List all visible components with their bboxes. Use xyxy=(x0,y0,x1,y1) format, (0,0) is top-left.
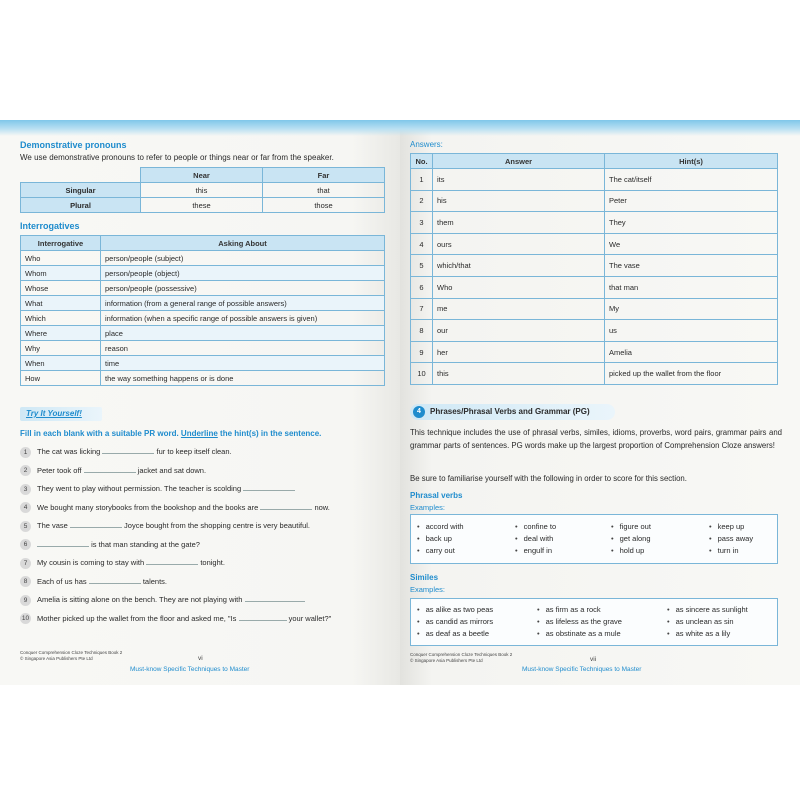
list-item xyxy=(20,536,390,555)
cell-word: When xyxy=(21,356,101,371)
table-row xyxy=(21,326,385,341)
cell-no: 9 xyxy=(411,341,433,363)
list-item: • as obstinate as a mule xyxy=(537,629,621,638)
footer-book-title: Conquer Comprehension Cloze Techniques Book 2 xyxy=(20,650,123,655)
list-item: • as unclean as sin xyxy=(667,617,734,626)
question-text-a: We bought many storybooks from the bookshop and the books are xyxy=(37,502,259,512)
col-far: Far xyxy=(263,168,385,183)
footer-section: Must-know Specific Techniques to Master xyxy=(130,666,250,673)
cell-word: Where xyxy=(21,326,101,341)
cell-answer: this xyxy=(433,363,605,385)
cell-word: How xyxy=(21,371,101,386)
cell-hint: They xyxy=(605,212,778,234)
list-item xyxy=(20,517,390,536)
cell-hint: The cat/itself xyxy=(605,169,778,191)
question-text-a: Amelia is sitting alone on the bench. They are not playing with xyxy=(37,595,243,604)
question-number: 7 xyxy=(20,558,31,569)
left-page xyxy=(0,120,400,685)
similes-examples-label: Examples: xyxy=(410,585,446,594)
try-title: Try It Yourself! xyxy=(26,409,82,418)
list-item: • back up xyxy=(417,534,452,543)
question-number: 1 xyxy=(20,447,31,458)
col-interrogative: Interrogative xyxy=(21,236,101,251)
question-number: 6 xyxy=(20,539,31,550)
table-row xyxy=(21,371,385,386)
try-title-banner xyxy=(20,407,102,421)
cell-about: reason xyxy=(101,341,385,356)
list-item xyxy=(20,462,390,481)
list-item: • accord with xyxy=(417,522,464,531)
question-text-a: Peter took off xyxy=(37,465,82,475)
cell-answer: our xyxy=(433,320,605,342)
cell-answer: its xyxy=(433,169,605,191)
cell-hint: that man xyxy=(605,276,778,298)
list-item: • as white as a lily xyxy=(667,629,730,638)
answer-blank[interactable] xyxy=(70,520,122,528)
phrasal-box xyxy=(410,514,778,564)
cell-no: 2 xyxy=(411,190,433,212)
pg-number: 4 xyxy=(413,406,425,418)
cell-near: these xyxy=(141,198,263,213)
question-number: 5 xyxy=(20,521,31,532)
demonstrative-table xyxy=(20,167,385,213)
table-row xyxy=(411,276,778,298)
instr-part-b: the hint(s) in the sentence. xyxy=(217,429,322,438)
right-page xyxy=(400,120,800,685)
answer-blank[interactable] xyxy=(243,483,295,491)
answer-blank[interactable] xyxy=(84,465,136,473)
answer-blank[interactable] xyxy=(245,594,305,602)
question-text-b: your wallet?" xyxy=(288,613,332,623)
col-answer: Answer xyxy=(433,154,605,169)
question-text-a: The vase xyxy=(37,521,68,530)
question-number: 4 xyxy=(20,502,31,513)
table-row xyxy=(411,363,778,385)
question-text-a: Mother picked up the wallet from the floor and asked me, "Is xyxy=(37,613,237,623)
cell-answer: Who xyxy=(433,276,605,298)
try-instructions xyxy=(20,429,321,438)
cell-hint: We xyxy=(605,233,778,255)
table-row xyxy=(411,190,778,212)
table-row xyxy=(411,169,778,191)
list-item: • deal with xyxy=(515,534,553,543)
similes-box xyxy=(410,598,778,646)
cell-word: Who xyxy=(21,251,101,266)
list-item: • as deaf as a beetle xyxy=(417,629,489,638)
cell-hint: Peter xyxy=(605,190,778,212)
cell-hint: The vase xyxy=(605,255,778,277)
table-row xyxy=(21,266,385,281)
cell-word: What xyxy=(21,296,101,311)
cell-about: information (when a specific range of possible answers is given) xyxy=(101,311,385,326)
table-row xyxy=(21,183,385,198)
list-item: • pass away xyxy=(709,534,753,543)
list-item: • as lifeless as the grave xyxy=(537,617,622,626)
row-label: Plural xyxy=(21,198,141,213)
footer-book-info xyxy=(20,650,122,662)
cell-word: Which xyxy=(21,311,101,326)
pg-banner xyxy=(410,404,615,420)
phrasal-examples-label: Examples: xyxy=(410,503,446,512)
cell-word: Why xyxy=(21,341,101,356)
list-item xyxy=(20,610,390,629)
table-row xyxy=(411,341,778,363)
question-number: 2 xyxy=(20,465,31,476)
list-item xyxy=(20,443,390,462)
answer-blank[interactable] xyxy=(146,557,198,565)
list-item xyxy=(20,573,390,592)
blank-header-cell xyxy=(21,168,141,183)
question-text-b: is that man standing at the gate? xyxy=(91,539,200,549)
answer-blank[interactable] xyxy=(260,502,312,510)
instr-part-a: Fill in each blank with a suitable PR word. xyxy=(20,429,181,438)
question-number: 10 xyxy=(21,615,30,623)
cell-answer: ours xyxy=(433,233,605,255)
col-no: No. xyxy=(411,154,433,169)
table-row xyxy=(21,296,385,311)
question-text-a: Each of us has xyxy=(37,576,87,586)
question-text-a: My cousin is coming to stay with xyxy=(37,558,145,567)
footer-section: Must-know Specific Techniques to Master xyxy=(522,666,642,673)
table-row xyxy=(411,320,778,342)
answer-blank[interactable] xyxy=(239,613,287,621)
cell-answer: which/that xyxy=(433,255,605,277)
table-row xyxy=(21,281,385,296)
top-band xyxy=(0,120,400,136)
list-item: • hold up xyxy=(611,546,644,555)
page-number: vii xyxy=(590,656,597,663)
interrogatives-table xyxy=(20,235,385,386)
col-asking-about: Asking About xyxy=(101,236,385,251)
question-number: 3 xyxy=(20,484,31,495)
list-item: • figure out xyxy=(611,522,651,531)
answer-blank[interactable] xyxy=(37,539,89,547)
row-label: Singular xyxy=(21,183,141,198)
question-list xyxy=(20,443,390,628)
pg-note: Be sure to familiarise yourself with the following in order to score for this section. xyxy=(410,474,687,483)
list-item xyxy=(20,480,390,499)
answer-blank[interactable] xyxy=(102,446,154,454)
page-number: vi xyxy=(198,655,203,662)
demonstrative-intro: We use demonstrative pronouns to refer to people or things near or far from the speaker. xyxy=(20,153,334,162)
question-number: 9 xyxy=(20,595,31,606)
question-text-b: Joyce bought from the shopping centre is very beautiful. xyxy=(124,521,310,530)
question-text-a: The cat was licking xyxy=(37,447,101,456)
answers-title: Answers: xyxy=(410,140,443,149)
cell-about: person/people (possessive) xyxy=(101,281,385,296)
cell-answer: me xyxy=(433,298,605,320)
answer-blank[interactable] xyxy=(89,576,141,584)
footer-book-title: Conquer Comprehension Cloze Techniques Book 2 xyxy=(410,652,513,657)
cell-answer: his xyxy=(433,190,605,212)
instr-underline: Underline xyxy=(180,429,218,438)
cell-no: 10 xyxy=(411,363,433,385)
cell-no: 7 xyxy=(411,298,433,320)
cell-about: time xyxy=(101,356,385,371)
table-row xyxy=(411,233,778,255)
question-text-b: jacket and sat down. xyxy=(137,465,207,475)
col-near: Near xyxy=(141,168,263,183)
cell-far: those xyxy=(263,198,385,213)
cell-hint: us xyxy=(605,320,778,342)
cell-answer: them xyxy=(433,212,605,234)
similes-title: Similes xyxy=(410,573,439,582)
list-item: • carry out xyxy=(417,546,455,555)
table-row xyxy=(21,198,385,213)
table-row xyxy=(21,311,385,326)
cell-no: 5 xyxy=(411,255,433,277)
cell-no: 8 xyxy=(411,320,433,342)
cell-about: place xyxy=(101,326,385,341)
question-text-a: They went to play without permission. The teacher is scolding xyxy=(37,484,242,493)
cell-word: Whom xyxy=(21,266,101,281)
table-row xyxy=(21,356,385,371)
list-item: • as alike as two peas xyxy=(417,605,493,614)
cell-hint: picked up the wallet from the floor xyxy=(605,363,778,385)
answers-table xyxy=(410,153,778,385)
list-item: • keep up xyxy=(709,522,744,531)
cell-about: person/people (subject) xyxy=(101,251,385,266)
table-row xyxy=(411,298,778,320)
question-text-b: now. xyxy=(314,502,330,512)
cell-far: that xyxy=(263,183,385,198)
cell-hint: Amelia xyxy=(605,341,778,363)
list-item xyxy=(20,554,390,573)
interrogatives-title: Interrogatives xyxy=(20,221,80,231)
cell-no: 4 xyxy=(411,233,433,255)
demonstrative-title: Demonstrative pronouns xyxy=(20,140,127,150)
question-text-b: talents. xyxy=(142,576,167,586)
list-item xyxy=(20,499,390,518)
footer-publisher: © Singapore Asia Publishers Pte Ltd xyxy=(410,658,483,663)
list-item: • as sincere as sunlight xyxy=(667,605,748,614)
question-text-b: tonight. xyxy=(200,558,225,567)
cell-no: 3 xyxy=(411,212,433,234)
cell-about: information (from a general range of possible answers) xyxy=(101,296,385,311)
cell-about: person/people (object) xyxy=(101,266,385,281)
cell-no: 1 xyxy=(411,169,433,191)
cell-hint: My xyxy=(605,298,778,320)
pg-title: Phrases/Phrasal Verbs and Grammar (PG) xyxy=(430,407,590,416)
col-hints: Hint(s) xyxy=(605,154,778,169)
cell-about: the way something happens or is done xyxy=(101,371,385,386)
cell-no: 6 xyxy=(411,276,433,298)
list-item: • turn in xyxy=(709,546,739,555)
table-row xyxy=(411,255,778,277)
list-item xyxy=(20,591,390,610)
footer-publisher: © Singapore Asia Publishers Pte Ltd xyxy=(20,656,93,661)
cell-word: Whose xyxy=(21,281,101,296)
list-item: • as candid as mirrors xyxy=(417,617,493,626)
table-row xyxy=(21,341,385,356)
phrasal-title: Phrasal verbs xyxy=(410,491,463,500)
cell-answer: her xyxy=(433,341,605,363)
question-number: 8 xyxy=(20,576,31,587)
list-item: • engulf in xyxy=(515,546,552,555)
book-spread xyxy=(0,120,800,685)
pg-paragraph: This technique includes the use of phrasal verbs, similes, idioms, proverbs, word pairs, grammar pairs and grammar parts of sentences. PG words make up the largest proportion of Comprehension Cloze answers! xyxy=(410,428,782,450)
top-band xyxy=(400,120,800,136)
cell-near: this xyxy=(141,183,263,198)
table-row xyxy=(21,251,385,266)
list-item: • as firm as a rock xyxy=(537,605,601,614)
list-item: • get along xyxy=(611,534,651,543)
question-text-b: fur to keep itself clean. xyxy=(156,447,232,456)
list-item: • confine to xyxy=(515,522,556,531)
table-row xyxy=(411,212,778,234)
footer-book-info xyxy=(410,652,512,664)
